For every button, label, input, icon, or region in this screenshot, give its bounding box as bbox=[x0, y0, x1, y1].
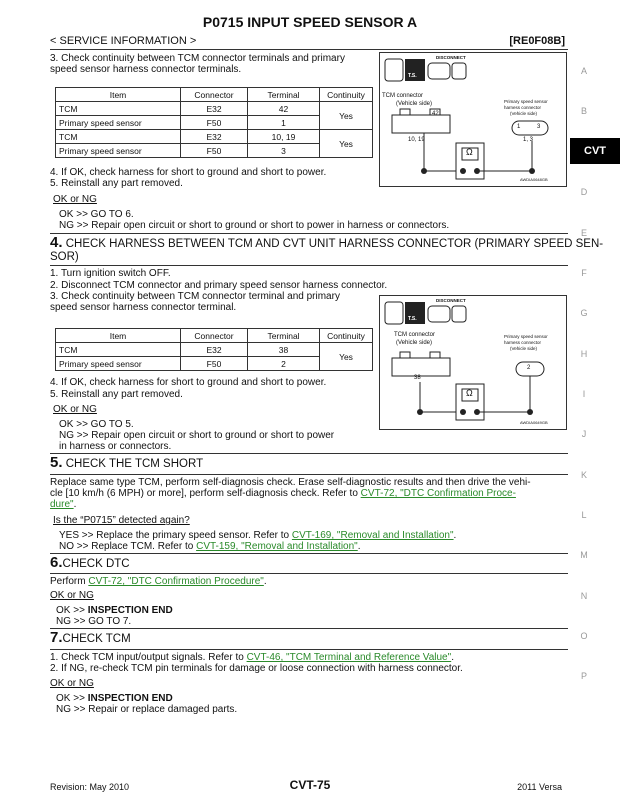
side-letter-a[interactable]: A bbox=[580, 66, 587, 76]
cell-item: Primary speed sensor bbox=[56, 144, 181, 158]
sensor-label-3: (Vehicle side) bbox=[510, 346, 538, 351]
table-header-row bbox=[56, 329, 373, 343]
step6-heading bbox=[50, 556, 130, 571]
sensor-label-2: harness connector bbox=[504, 105, 542, 110]
no-result bbox=[59, 541, 361, 552]
period: . bbox=[263, 576, 267, 587]
step4-heading bbox=[50, 236, 603, 251]
step7-line1-text: 1. Check TCM input/output signals. Refer to bbox=[50, 652, 247, 663]
removal-installation-link-169[interactable]: CVT-169, "Removal and Installation" bbox=[291, 530, 454, 541]
ok-result: OK >> GO TO 5. bbox=[59, 419, 134, 430]
cell-item: TCM bbox=[56, 102, 181, 116]
col-item: Item bbox=[56, 329, 181, 343]
connector-icon-2 bbox=[452, 63, 466, 79]
probe-dot-right bbox=[529, 168, 535, 174]
side-letter-k[interactable]: K bbox=[580, 470, 587, 480]
ok-or-ng-label: OK or NG bbox=[50, 590, 94, 601]
dtc-confirmation-link[interactable]: CVT-72, "DTC Confirmation Procedure" bbox=[88, 576, 264, 587]
ng-result: NG >> Repair open circuit or short to ground or short to power bbox=[59, 430, 335, 441]
side-letter-j[interactable]: J bbox=[581, 429, 587, 439]
continuity-table-1 bbox=[55, 87, 373, 158]
cell-terminal: 42 bbox=[248, 102, 320, 116]
step4-number: 4. bbox=[50, 234, 63, 251]
step5-para-3 bbox=[50, 499, 76, 510]
continuity-table-2 bbox=[55, 328, 373, 371]
connector-icon-2 bbox=[452, 306, 466, 322]
cell-connector: F50 bbox=[181, 116, 248, 130]
yes-result-text: YES >> Replace the primary speed sensor. Refer to bbox=[59, 530, 292, 541]
step5-rule bbox=[50, 453, 568, 454]
ts-label: T.S. bbox=[408, 316, 417, 322]
pin-2: 2 bbox=[527, 365, 531, 371]
sensor-label: Primary speed sensor bbox=[504, 99, 548, 104]
cell-connector: F50 bbox=[181, 357, 248, 371]
removal-installation-link-159[interactable]: CVT-159, "Removal and Installation" bbox=[196, 541, 358, 552]
side-letter-i[interactable]: I bbox=[582, 389, 586, 399]
period: . bbox=[451, 652, 454, 663]
pin-38: 38 bbox=[414, 375, 421, 381]
sensor-label: Primary speed sensor bbox=[504, 334, 548, 339]
ok-result bbox=[56, 693, 173, 704]
revision-date: Revision: May 2010 bbox=[50, 782, 130, 792]
continuity-diagram-1 bbox=[379, 52, 567, 187]
cell-terminal: 3 bbox=[248, 144, 320, 158]
tcm-connector-lock bbox=[400, 352, 410, 358]
pin-42: 42 bbox=[432, 111, 439, 117]
meter-terminal-right bbox=[474, 409, 480, 415]
step4-rule-2 bbox=[50, 265, 568, 266]
cell-item: Primary speed sensor bbox=[56, 357, 181, 371]
cell-connector: E32 bbox=[181, 102, 248, 116]
step4-title: CHECK HARNESS BETWEEN TCM AND CVT UNIT HARNESS CONNECTOR (PRIMARY SPEED SEN- bbox=[65, 238, 604, 250]
step5-para-1: Replace same type TCM, perform self-diagnosis check. Erase self-diagnostic results and then drive the vehi- bbox=[50, 477, 531, 488]
tcm-connector-label: TCM connector bbox=[382, 93, 424, 99]
ok-result: OK >> GO TO 6. bbox=[59, 209, 134, 220]
ng-result: NG >> Repair or replace damaged parts. bbox=[56, 704, 238, 715]
col-terminal: Terminal bbox=[248, 329, 320, 343]
dtc-procedure-link-cont[interactable]: dure" bbox=[50, 499, 74, 510]
col-connector: Connector bbox=[181, 329, 248, 343]
ok-result-prefix: OK >> bbox=[56, 605, 88, 616]
tcm-connector-shape bbox=[392, 115, 450, 133]
col-item: Item bbox=[56, 88, 181, 102]
table-header-row bbox=[56, 88, 373, 102]
step4-line1: 1. Turn ignition switch OFF. bbox=[50, 268, 171, 279]
step4-heading-2: SOR) bbox=[50, 251, 79, 263]
col-continuity: Continuity bbox=[320, 329, 373, 343]
side-letter-f[interactable]: F bbox=[581, 268, 587, 278]
ng-result-2: in harness or connectors. bbox=[59, 441, 172, 452]
disconnect-label: DISCONNECT bbox=[436, 55, 466, 60]
ohm-symbol: Ω bbox=[466, 147, 473, 157]
page-number: CVT-75 bbox=[289, 778, 331, 792]
cell-continuity: Yes bbox=[320, 102, 373, 130]
dtc-procedure-link[interactable]: CVT-72, "DTC Confirmation Proce- bbox=[360, 488, 516, 499]
step7-line1 bbox=[50, 652, 454, 663]
ts-label: T.S. bbox=[408, 73, 417, 79]
cell-connector: F50 bbox=[181, 144, 248, 158]
connector-icon bbox=[428, 63, 450, 79]
step5-para-2 bbox=[50, 488, 516, 499]
continuity-diagram-2 bbox=[379, 295, 567, 430]
meter-terminal-right bbox=[474, 168, 480, 174]
ok-or-ng-label: OK or NG bbox=[53, 194, 97, 205]
side-letter-h[interactable]: H bbox=[580, 349, 588, 359]
step7-rule-2 bbox=[50, 649, 568, 650]
figure-code: AWDIA0648GB bbox=[520, 177, 548, 182]
step3-line1: 3. Check continuity between TCM connector terminals and primary bbox=[50, 53, 345, 64]
step4-line2: 2. Disconnect TCM connector and primary speed sensor harness connector. bbox=[50, 280, 388, 291]
tcm-connector-sublabel: (Vehicle side) bbox=[396, 101, 433, 107]
tcm-connector-label: TCM connector bbox=[394, 332, 436, 338]
side-letter-d[interactable]: D bbox=[580, 187, 588, 197]
cell-terminal: 2 bbox=[248, 357, 320, 371]
pin-1-3: 1, 3 bbox=[523, 137, 534, 143]
side-letter-b[interactable]: B bbox=[580, 106, 587, 116]
yes-result bbox=[59, 530, 456, 541]
figure-code: AWDIA0649GB bbox=[520, 420, 548, 425]
cell-continuity: Yes bbox=[320, 343, 373, 371]
probe-dot-right bbox=[527, 409, 533, 415]
cell-item: TCM bbox=[56, 343, 181, 357]
sensor-label-2: harness connector bbox=[504, 340, 542, 345]
page-title: P0715 INPUT SPEED SENSOR A bbox=[202, 14, 418, 30]
tcm-connector-shape bbox=[392, 358, 450, 376]
step4-line5: 5. Reinstall any part removed. bbox=[50, 389, 183, 400]
cell-item: TCM bbox=[56, 130, 181, 144]
col-terminal: Terminal bbox=[248, 88, 320, 102]
cell-terminal: 10, 19 bbox=[248, 130, 320, 144]
connector-icon bbox=[428, 306, 450, 322]
cell-item: Primary speed sensor bbox=[56, 116, 181, 130]
sensor-label-3: (Vehicle side) bbox=[510, 111, 538, 116]
step5-rule-2 bbox=[50, 474, 568, 475]
tcm-connector-lock-2 bbox=[430, 352, 440, 358]
step6-para bbox=[50, 576, 267, 587]
step4-line4: 4. If OK, check harness for short to ground and short to power. bbox=[50, 377, 327, 388]
step7-line2: 2. If NG, re-check TCM pin terminals for damage or loose connection with harness connector. bbox=[50, 663, 463, 674]
period: . bbox=[453, 530, 457, 541]
step3-line4: 4. If OK, check harness for short to ground and short to power. bbox=[50, 167, 327, 178]
ohm-symbol: Ω bbox=[466, 388, 473, 398]
no-result-text: NO >> Replace TCM. Refer to bbox=[59, 541, 197, 552]
ok-or-ng-label: OK or NG bbox=[53, 404, 97, 415]
ok-result bbox=[56, 605, 173, 616]
tcm-connector-lock bbox=[400, 109, 410, 115]
tcm-terminal-link[interactable]: CVT-46, "TCM Terminal and Reference Value" bbox=[246, 652, 452, 663]
step6-number: 6. bbox=[50, 554, 63, 571]
table-row bbox=[56, 102, 373, 116]
table-row bbox=[56, 343, 373, 357]
side-letter-n[interactable]: N bbox=[580, 591, 588, 601]
side-letter-l[interactable]: L bbox=[581, 510, 587, 520]
step4-rule bbox=[50, 233, 568, 234]
disconnect-icon bbox=[385, 59, 403, 81]
col-connector: Connector bbox=[181, 88, 248, 102]
tcm-connector-sublabel: (Vehicle side) bbox=[396, 340, 433, 346]
step7-heading bbox=[50, 631, 131, 646]
cell-terminal: 38 bbox=[248, 343, 320, 357]
pin-3: 3 bbox=[537, 124, 541, 130]
step6-rule-2 bbox=[50, 573, 568, 574]
table-row bbox=[56, 130, 373, 144]
cell-connector: E32 bbox=[181, 343, 248, 357]
period: . bbox=[73, 499, 77, 510]
cell-connector: E32 bbox=[181, 130, 248, 144]
side-letter-p[interactable]: P bbox=[580, 671, 587, 681]
ok-or-ng-label: OK or NG bbox=[50, 678, 94, 689]
step6-para-text: Perform bbox=[50, 576, 89, 587]
side-letter-e[interactable]: E bbox=[580, 228, 587, 238]
disconnect-icon bbox=[385, 302, 403, 324]
meter-terminal-left bbox=[460, 168, 466, 174]
cell-continuity: Yes bbox=[320, 130, 373, 158]
col-continuity: Continuity bbox=[320, 88, 373, 102]
step5-para-2-text: cle [10 km/h (6 MPH) or more], perform self-diagnosis check. Refer to bbox=[50, 488, 361, 499]
section-code: [RE0F08B] bbox=[509, 35, 565, 47]
step5-number: 5. bbox=[50, 454, 63, 471]
ng-result: NG >> Repair open circuit or short to ground or short to power in harness or connectors. bbox=[59, 220, 450, 231]
side-letter-o[interactable]: O bbox=[580, 631, 588, 641]
step3-line2: speed sensor harness connector terminals. bbox=[50, 64, 242, 75]
step5-question: Is the “P0715” detected again? bbox=[53, 515, 190, 526]
inspection-end: INSPECTION END bbox=[87, 605, 173, 616]
step6-rule bbox=[50, 553, 568, 554]
side-letter-m[interactable]: M bbox=[580, 550, 588, 560]
ok-result-prefix: OK >> bbox=[56, 693, 88, 704]
pin-10-19: 10, 19 bbox=[408, 137, 425, 143]
step4-line3b: speed sensor harness connector terminal. bbox=[50, 302, 237, 313]
header-rule bbox=[50, 49, 568, 50]
step7-title: CHECK TCM bbox=[62, 633, 131, 645]
step5-title: CHECK THE TCM SHORT bbox=[65, 458, 204, 470]
step4-line3: 3. Check continuity between TCM connector terminal and primary bbox=[50, 291, 340, 302]
meter-terminal-left bbox=[460, 409, 466, 415]
period: . bbox=[357, 541, 361, 552]
side-tab-cvt[interactable]: CVT bbox=[570, 138, 620, 164]
side-letter-g[interactable]: G bbox=[580, 308, 588, 318]
ng-result: NG >> GO TO 7. bbox=[56, 616, 132, 627]
pin-1: 1 bbox=[517, 124, 521, 130]
disconnect-label: DISCONNECT bbox=[436, 298, 466, 303]
step7-rule bbox=[50, 628, 568, 629]
model-year: 2011 Versa bbox=[517, 782, 562, 792]
step6-title: CHECK DTC bbox=[62, 558, 130, 570]
inspection-end: INSPECTION END bbox=[87, 693, 173, 704]
breadcrumb: < SERVICE INFORMATION > bbox=[50, 35, 197, 47]
cell-terminal: 1 bbox=[248, 116, 320, 130]
step3-line5: 5. Reinstall any part removed. bbox=[50, 178, 183, 189]
step7-number: 7. bbox=[50, 629, 63, 646]
step5-heading bbox=[50, 456, 203, 471]
